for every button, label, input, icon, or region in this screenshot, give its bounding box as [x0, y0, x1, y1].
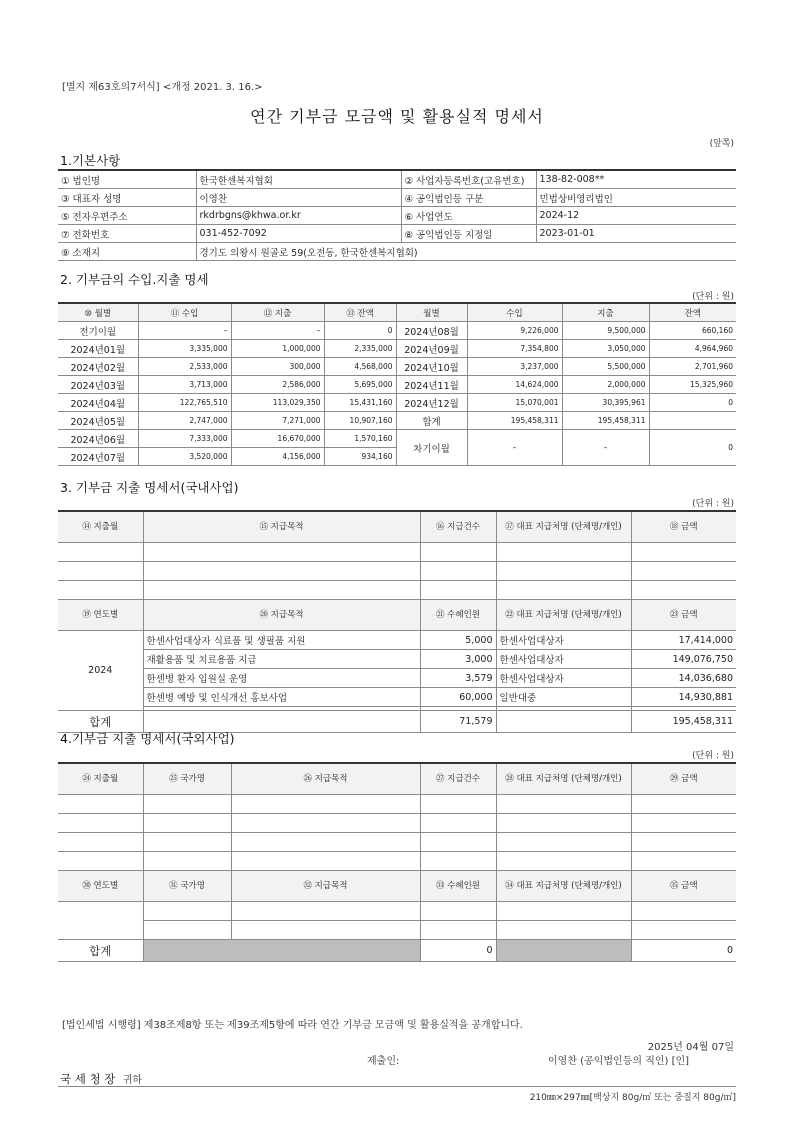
field-label: ⑤ 전자우편주소	[61, 211, 128, 223]
income-cell: 3,335,000	[189, 344, 228, 353]
column-header: 잔액	[684, 308, 701, 319]
field-label: ③ 대표자 성명	[61, 193, 122, 205]
column-header: 지출	[597, 308, 614, 319]
month-cell: 차기이월	[413, 443, 450, 455]
income-cell: 2,747,000	[189, 416, 228, 425]
people-cell: 3,000	[465, 653, 493, 665]
month-cell: 2024년05월	[70, 416, 126, 428]
month-cell: 2024년10월	[404, 362, 459, 374]
field-value: 2024-12	[539, 210, 580, 221]
income-expense-table	[58, 302, 736, 466]
table-row	[58, 358, 736, 376]
total-people: 71,579	[459, 716, 493, 727]
basic-info-table	[58, 169, 736, 261]
expense-cell: 5,500,000	[607, 362, 646, 371]
amount-cell: 17,414,000	[678, 634, 733, 646]
form-number: [별지 제63호의7서식] <개정 2021. 3. 16.>	[62, 82, 263, 93]
unit-label: (단위 : 원)	[692, 751, 734, 761]
table-row	[58, 340, 736, 358]
column-header: ⑰ 대표 지급처명 (단체명/개인)	[505, 521, 622, 532]
empty-row	[58, 833, 736, 852]
table-row	[58, 631, 736, 650]
field-value: 민법상비영리법인	[539, 193, 613, 205]
column-header: ⑱ 금액	[669, 521, 698, 532]
section-3-title: 3. 기부금 지출 명세서(국내사업)	[60, 480, 239, 495]
empty-row	[58, 852, 736, 871]
unit-label: (단위 : 원)	[692, 499, 734, 509]
people-cell: 5,000	[465, 634, 493, 646]
divider	[58, 1086, 736, 1087]
unit-label: (단위 : 원)	[692, 292, 734, 302]
column-header: ㉞ 대표 지급처명 (단체명/개인)	[505, 880, 622, 891]
expense-cell: 7,271,000	[282, 416, 321, 425]
paper-spec: 210㎜×297㎜[백상지 80g/㎡ 또는 중질지 80g/㎡]	[529, 1093, 736, 1103]
amount-cell: 14,930,881	[678, 691, 733, 703]
column-header: ㉙ 금액	[669, 773, 698, 784]
page-side-label: (앞쪽)	[709, 139, 734, 149]
income-cell: –	[512, 443, 517, 452]
balance-cell: 2,335,000	[354, 344, 393, 353]
payee-cell: 한센사업대상자	[499, 674, 564, 685]
empty-row	[58, 921, 736, 940]
field-label: ⑦ 전화번호	[61, 229, 110, 241]
column-header: 월별	[423, 308, 440, 319]
income-cell: –	[223, 326, 228, 335]
field-value: 경기도 의왕시 원골로 59(오전동, 한국한센복지협회)	[199, 247, 418, 259]
expense-cell: 2,000,000	[607, 380, 646, 389]
total-label: 합계	[89, 714, 112, 729]
column-header: ⑪ 수입	[170, 308, 199, 319]
amount-cell: 149,076,750	[672, 653, 733, 665]
empty-row	[58, 902, 736, 921]
table-row	[58, 650, 736, 669]
income-cell: 9,226,000	[520, 326, 559, 335]
income-cell: 195,458,311	[510, 416, 559, 425]
table-row	[58, 394, 736, 412]
overseas-expense-table	[58, 762, 736, 962]
column-header: ㉛ 국가명	[169, 880, 205, 891]
expense-cell: –	[603, 443, 608, 452]
section-2-title: 2. 기부금의 수입.지출 명세	[60, 272, 209, 287]
column-header: ㉘ 대표 지급처명 (단체명/개인)	[505, 773, 622, 784]
balance-cell: 1,570,160	[354, 434, 393, 443]
column-header: ㉕ 국가명	[169, 773, 205, 784]
month-cell: 2024년08월	[404, 326, 459, 338]
balance-cell: 5,695,000	[354, 380, 393, 389]
balance-cell: 0	[728, 398, 733, 407]
balance-cell: 0	[387, 326, 393, 335]
month-cell: 2024년03월	[70, 380, 126, 392]
table-row	[58, 322, 736, 340]
expense-cell: 3,050,000	[607, 344, 646, 353]
payee-cell: 일반대중	[499, 693, 537, 704]
field-value: 031-452-7092	[199, 228, 267, 239]
table-row	[58, 688, 736, 707]
info-row	[58, 243, 736, 261]
total-amount: 0	[726, 945, 733, 956]
column-header: ⑯ 지급건수	[435, 521, 481, 532]
table-header	[58, 303, 736, 322]
column-header: ㉗ 지급건수	[435, 773, 481, 784]
column-header: ⑬ 잔액	[346, 308, 374, 319]
column-header: ㉒ 대표 지급처명 (단체명/개인)	[505, 609, 622, 620]
income-cell: 7,354,800	[520, 344, 559, 353]
amount-cell: 14,036,680	[678, 672, 733, 684]
column-header: ㉓ 금액	[669, 609, 698, 620]
info-row	[58, 225, 736, 243]
income-cell: 7,333,000	[189, 434, 228, 443]
month-cell: 합계	[422, 416, 441, 428]
purpose-cell: 재활용품 및 치료용품 지급	[146, 655, 257, 666]
income-cell: 2,533,000	[189, 362, 228, 371]
month-cell: 전기이월	[79, 326, 117, 338]
column-header: ⑮ 지급목적	[259, 521, 304, 532]
people-cell: 60,000	[459, 691, 493, 703]
column-header: ⑲ 연도별	[82, 609, 119, 620]
domestic-expense-table	[58, 510, 736, 733]
table-row	[58, 412, 736, 430]
expense-cell: –	[316, 326, 321, 335]
expense-cell: 16,670,000	[277, 434, 321, 443]
section-1-title: 1.기본사항	[60, 153, 121, 168]
purpose-cell: 한센병 예방 및 인식개선 홍보사업	[146, 693, 288, 704]
table-header	[58, 600, 736, 631]
column-header: ⑫ 지출	[263, 308, 292, 319]
field-label: ④ 공익법인등 구분	[404, 193, 484, 205]
payee-cell: 한센사업대상자	[499, 655, 564, 666]
balance-cell: 934,160	[361, 452, 393, 461]
field-value: rkdrbgns@khwa.or.kr	[199, 210, 301, 221]
empty-row	[58, 562, 736, 581]
expense-cell: 300,000	[289, 362, 321, 371]
field-value: 한국한센복지협회	[199, 175, 273, 187]
total-label: 합계	[89, 943, 112, 958]
balance-cell: 4,964,960	[694, 344, 733, 353]
balance-cell: 15,431,160	[349, 398, 393, 407]
field-label: ① 법인명	[61, 175, 101, 187]
month-cell: 2024년06월	[70, 434, 126, 446]
income-cell: 122,765,510	[179, 398, 228, 407]
expense-cell: 195,458,311	[597, 416, 646, 425]
empty-row	[58, 581, 736, 600]
balance-cell: 0	[728, 443, 733, 452]
month-cell: 2024년01월	[70, 344, 126, 356]
field-value: 138-82-008**	[539, 174, 605, 185]
field-value: 2023-01-01	[539, 228, 595, 239]
month-cell: 2024년09월	[404, 344, 459, 356]
balance-cell: 15,325,960	[690, 380, 733, 389]
recipient-agency: 국 세 청 장 귀하	[60, 1072, 143, 1086]
column-header: ⑩ 월별	[84, 308, 112, 319]
column-header: 수입	[506, 308, 523, 319]
expense-cell: 4,156,000	[282, 452, 321, 461]
column-header: ㉑ 수혜인원	[435, 609, 481, 620]
column-header: ㉜ 지급목적	[303, 880, 348, 891]
month-cell: 2024년02월	[70, 362, 126, 374]
table-header	[58, 511, 736, 543]
column-header: ㉚ 연도별	[82, 880, 119, 891]
table-row	[58, 669, 736, 688]
column-header: ⑳ 지급목적	[259, 609, 304, 620]
legal-statement: [법인세법 시행령] 제38조제8항 또는 제39조제5항에 따라 연간 기부금 모금액 및 활용실적을 공개합니다.	[62, 1020, 523, 1031]
empty-row	[58, 543, 736, 562]
balance-cell: 2,701,960	[694, 362, 733, 371]
expense-cell: 1,000,000	[282, 344, 321, 353]
field-label: ⑥ 사업연도	[404, 211, 453, 223]
empty-row	[58, 814, 736, 833]
balance-cell: 10,907,160	[349, 416, 393, 425]
total-people: 0	[486, 945, 493, 956]
info-row	[58, 207, 736, 225]
purpose-cell: 한센사업대상자 식료품 및 생필품 지원	[146, 636, 306, 647]
payee-cell: 한센사업대상자	[499, 636, 564, 647]
table-header	[58, 763, 736, 795]
total-amount: 195,458,311	[672, 716, 733, 727]
info-row	[58, 189, 736, 207]
column-header: ㉖ 지급목적	[303, 773, 348, 784]
signer: 이영찬 (공익법인등의 직인) [인]	[548, 1056, 690, 1067]
month-cell: 2024년07월	[70, 452, 126, 464]
column-header: ⑭ 지출월	[82, 521, 119, 532]
income-cell: 3,520,000	[189, 452, 228, 461]
income-cell: 3,237,000	[520, 362, 559, 371]
column-header: ㉟ 금액	[669, 880, 698, 891]
year-cell: 2024	[88, 665, 113, 676]
month-cell: 2024년11월	[404, 380, 459, 392]
table-header	[58, 871, 736, 902]
submission-date: 2025년 04월 07일	[647, 1042, 734, 1053]
field-label: ⑨ 소재지	[61, 247, 101, 259]
balance-cell: 4,568,000	[354, 362, 393, 371]
income-cell: 3,713,000	[189, 380, 228, 389]
month-cell: 2024년12월	[404, 398, 459, 410]
expense-cell: 30,395,961	[602, 398, 646, 407]
submitter-label: 제출인:	[367, 1056, 400, 1067]
balance-cell: 660,160	[701, 326, 733, 335]
expense-cell: 2,586,000	[282, 380, 321, 389]
section-4-title: 4.기부금 지출 명세서(국외사업)	[60, 731, 235, 746]
field-label: ② 사업자등록번호(고유번호)	[404, 175, 525, 187]
total-row	[58, 940, 736, 962]
field-value: 이영찬	[199, 193, 228, 205]
purpose-cell: 한센병 환자 입원실 운영	[146, 674, 248, 685]
month-cell: 2024년04월	[70, 398, 126, 410]
column-header: ㉝ 수혜인원	[435, 880, 481, 891]
income-cell: 15,070,001	[515, 398, 559, 407]
document-title: 연간 기부금 모금액 및 활용실적 명세서	[250, 107, 544, 126]
people-cell: 3,579	[465, 672, 493, 684]
empty-row	[58, 795, 736, 814]
table-row	[58, 376, 736, 394]
field-label: ⑧ 공익법인등 지정일	[404, 229, 493, 241]
info-row	[58, 170, 736, 189]
expense-cell: 9,500,000	[607, 326, 646, 335]
expense-cell: 113,029,350	[272, 398, 321, 407]
column-header: ㉔ 지출월	[82, 773, 119, 784]
table-row	[58, 430, 736, 448]
income-cell: 14,624,000	[515, 380, 559, 389]
